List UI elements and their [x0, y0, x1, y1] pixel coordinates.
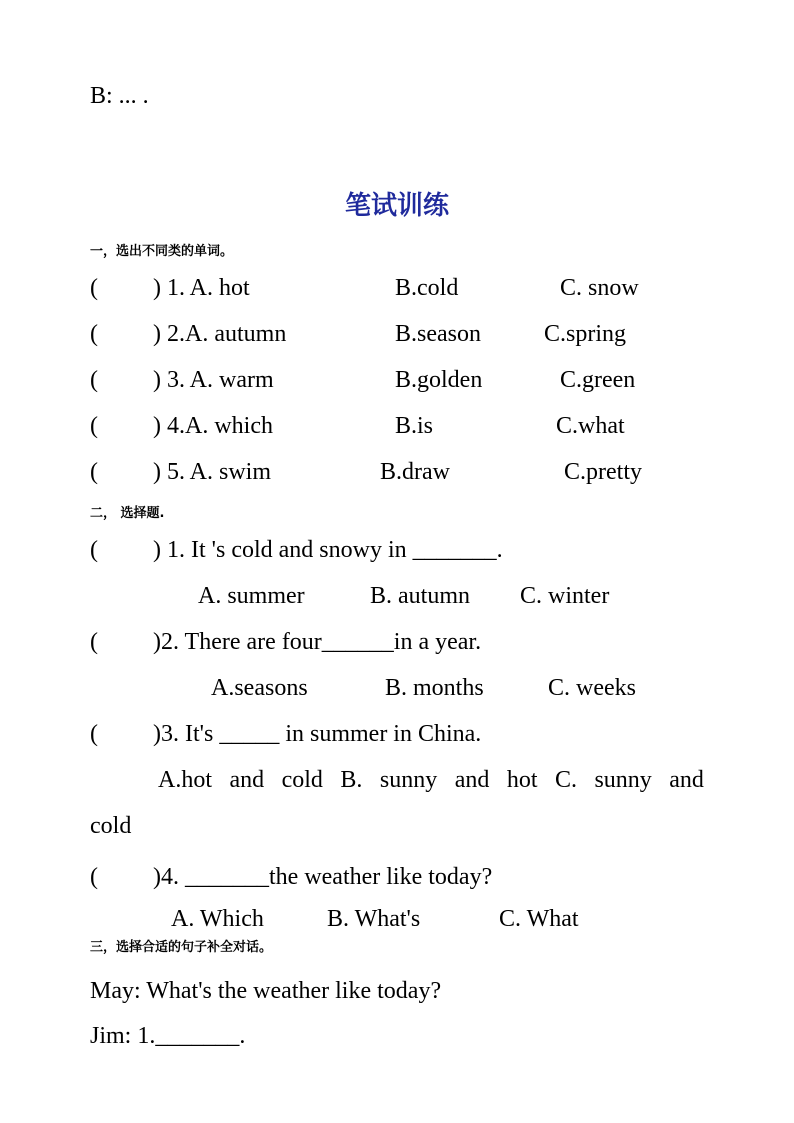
option-c: C. snow	[560, 275, 639, 301]
option-word: sunny	[594, 767, 652, 793]
option-c: C.spring	[544, 321, 627, 347]
answer-paren[interactable]: (	[90, 721, 98, 747]
option-b: B. autumn	[370, 583, 470, 609]
option-b: B.	[340, 767, 363, 793]
option-word: cold	[281, 767, 323, 793]
option-a: A.hot	[158, 767, 212, 793]
question-option-a: ) 3. A. warm	[153, 367, 274, 393]
options-line	[158, 766, 704, 794]
question-text: )4. _______the weather like today?	[153, 864, 493, 890]
option-word: and	[669, 767, 704, 793]
option-b: B.season	[395, 321, 481, 347]
option-word: sunny	[379, 767, 438, 793]
option-b: B.is	[395, 413, 434, 439]
section3-heading: 三，选择合适的句子补全对话。	[90, 940, 273, 955]
question-option-a: ) 1. A. hot	[153, 275, 250, 301]
option-c: C. winter	[520, 583, 610, 609]
answer-paren[interactable]: (	[90, 537, 98, 563]
question-option-a: ) 4.A. which	[153, 413, 273, 439]
option-wrap: cold	[90, 813, 132, 839]
answer-paren[interactable]: (	[90, 275, 98, 301]
option-b: B.cold	[395, 275, 459, 301]
question-text: )2. There are four______in a year.	[153, 629, 482, 655]
answer-paren[interactable]: (	[90, 321, 98, 347]
answer-paren[interactable]: (	[90, 367, 98, 393]
option-c: C.pretty	[564, 459, 642, 485]
option-c: C. What	[499, 906, 579, 932]
option-a: A.seasons	[211, 675, 308, 701]
option-word: and	[229, 767, 265, 793]
section1-heading: 一，选出不同类的单词。	[90, 244, 234, 259]
answer-paren[interactable]: (	[90, 413, 98, 439]
option-c: C.	[554, 767, 577, 793]
top-line: B: ... .	[90, 83, 149, 109]
dialogue-line: May: What's the weather like today?	[90, 978, 442, 1004]
option-word: and	[454, 767, 490, 793]
option-a: A. summer	[198, 583, 305, 609]
question-text: ) 1. It 's cold and snowy in _______.	[153, 537, 503, 563]
option-word: hot	[506, 767, 538, 793]
option-b: B.draw	[380, 459, 450, 485]
answer-paren[interactable]: (	[90, 459, 98, 485]
section2-heading: 二， 选择题.	[90, 506, 165, 521]
question-option-a: ) 5. A. swim	[153, 459, 272, 485]
dialogue-line: Jim: 1._______.	[90, 1023, 246, 1049]
question-text: )3. It's _____ in summer in China.	[153, 721, 482, 747]
answer-paren[interactable]: (	[90, 864, 98, 890]
option-c: C.what	[556, 413, 625, 439]
option-a: A. Which	[171, 906, 264, 932]
page-title: 笔试训练	[344, 191, 449, 221]
option-b: B.golden	[395, 367, 483, 393]
answer-paren[interactable]: (	[90, 629, 98, 655]
question-option-a: ) 2.A. autumn	[153, 321, 287, 347]
option-c: C.green	[560, 367, 636, 393]
option-b: B. What's	[327, 906, 421, 932]
option-b: B. months	[385, 675, 484, 701]
option-c: C. weeks	[548, 675, 636, 701]
